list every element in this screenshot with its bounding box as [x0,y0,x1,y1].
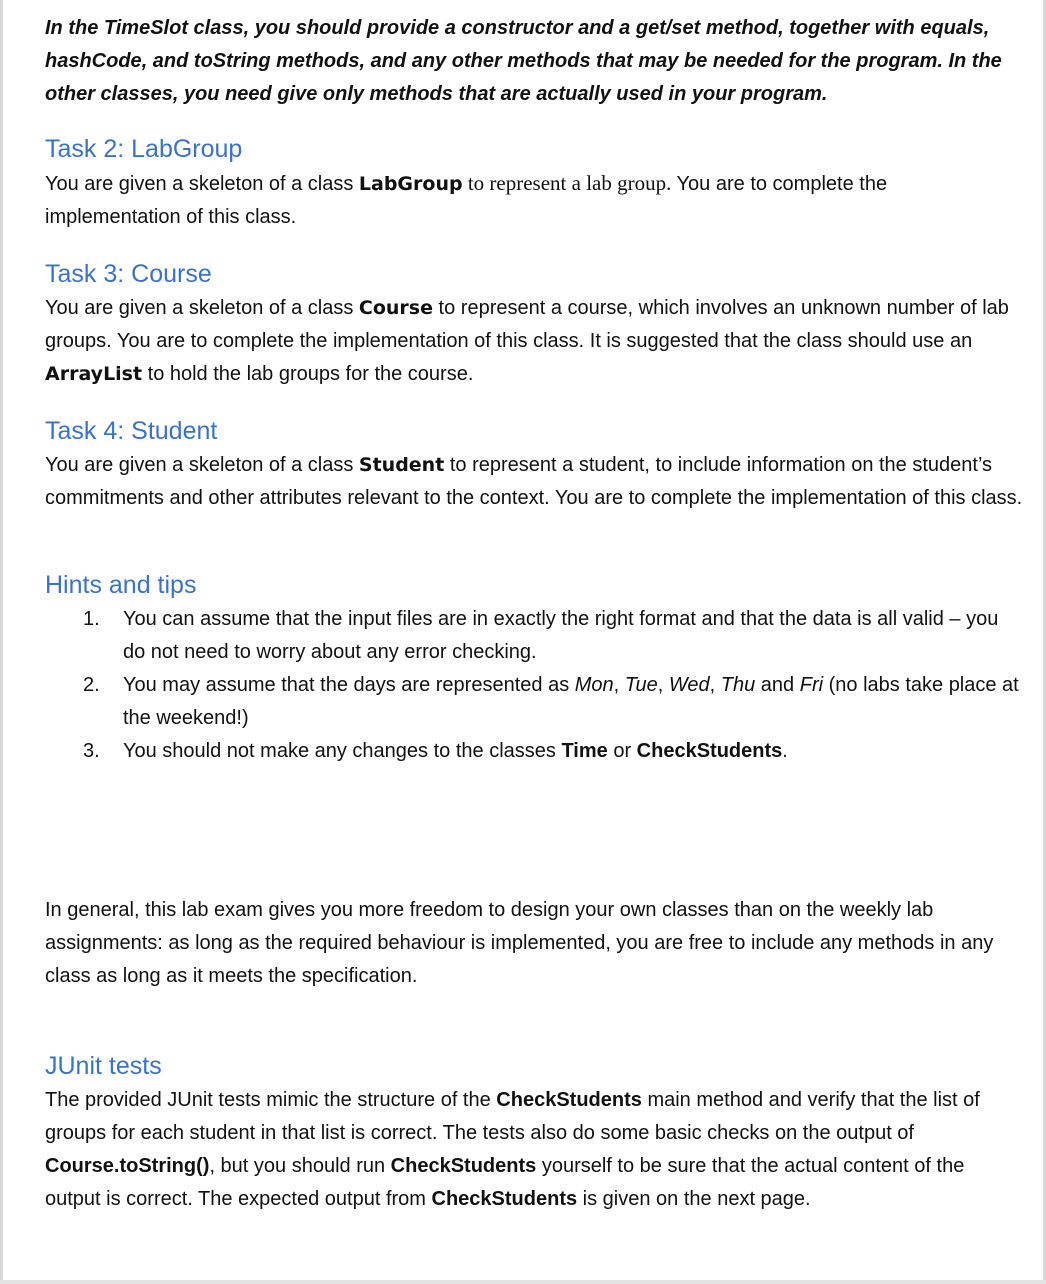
time-class-name: Time [561,740,608,762]
hints-list [45,603,1025,768]
task3-paragraph: You are given a skeleton of a class Course to represent a course, which involves an unknown number of lab groups. You are to complete the implementation of this class. It is suggested that the class should use an ArrayList to hold the lab groups for the course. [45,297,1009,385]
hint-item: 3. You should not make any changes to the classes Time or CheckStudents. [83,740,788,762]
hashcode-method-name: hashCode [45,50,142,72]
general-paragraph: In general, this lab exam gives you more freedom to design your own classes than on the weekly lab assignments: as long as the required behaviour is implemented, you are free to include any methods in any class as long as it meets the specification. [45,899,994,987]
task3-heading: Task 3: Course [45,260,212,288]
checkstudents-class-name: CheckStudents [636,740,783,762]
task4-paragraph: You are given a skeleton of a class Student to represent a student, to include information on the student’s commitments and other attributes relevant to the context. You are to complete the implementation of this class. [45,454,1023,509]
junit-paragraph: The provided JUnit tests mimic the structure of the CheckStudents main method and verify that the list of groups for each student in that list is correct. The tests also do some basic checks on the output of Course.toString(), but you should run CheckStudents yourself to be sure that the actual content of the output is correct. The expected output from CheckStudents is given on the next page. [45,1089,980,1210]
course-class-name: Course [358,297,433,319]
junit-heading: JUnit tests [45,1052,162,1080]
intro-paragraph: In the TimeSlot class, you should provide a constructor and a get/set method, together with equals, hashCode, and toString methods, and any other methods that may be needed for the program. In the other classes, you need give only methods that are actually used in your program. [45,17,1002,105]
hint-item: 1. You can assume that the input files are in exactly the right format and that the data is all valid – you do not need to worry about any error checking. [83,608,999,663]
hint-item: 2. You may assume that the days are represented as Mon, Tue, Wed, Thu and Fri (no labs take place at the weekend!) [83,674,1019,729]
student-class-name: Student [358,454,445,476]
tostring-method-name: toString [193,50,271,72]
document-content [45,10,1025,1216]
task2-paragraph: You are given a skeleton of a class LabGroup to represent a lab group. You are to complete the implementation of this class. [45,171,888,228]
page-bottom-edge [0,1280,1046,1284]
timeslot-class-name: TimeSlot [103,17,188,39]
hints-heading: Hints and tips [45,571,197,599]
task2-heading: Task 2: LabGroup [45,135,243,163]
labgroup-class-name: LabGroup [358,173,463,195]
page-left-edge [0,0,3,1284]
task4-heading: Task 4: Student [45,417,218,445]
arraylist-class-name: ArrayList [45,363,143,385]
equals-method-name: equals [920,17,984,39]
